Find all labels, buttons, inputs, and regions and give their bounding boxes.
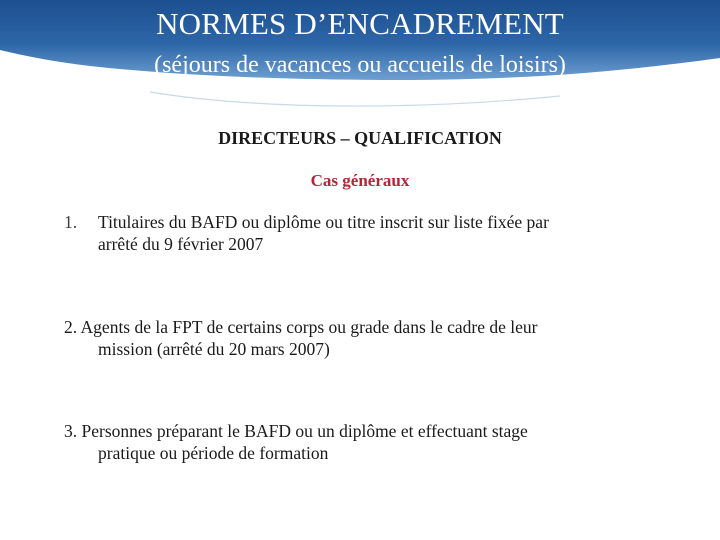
section-heading: DIRECTEURS – QUALIFICATION bbox=[218, 128, 502, 148]
list-item-line: 3. Personnes préparant le BAFD ou un diplôme et effectuant stage bbox=[64, 421, 528, 441]
list-item-line: arrêté du 9 février 2007 bbox=[98, 234, 264, 254]
list-item-line: 2. Agents de la FPT de certains corps ou grade dans le cadre de leur bbox=[64, 317, 538, 337]
list-item-line: mission (arrêté du 20 mars 2007) bbox=[98, 339, 330, 359]
list-item-line: pratique ou période de formation bbox=[98, 443, 329, 463]
list-item-line: Titulaires du BAFD ou diplôme ou titre inscrit sur liste fixée par bbox=[98, 212, 549, 232]
list-item-number: 1. bbox=[64, 212, 78, 232]
slide-title: NORMES D’ENCADREMENT bbox=[156, 6, 564, 41]
slide-subtitle: (séjours de vacances ou accueils de loisirs) bbox=[154, 52, 566, 78]
section-subheading: Cas généraux bbox=[310, 171, 410, 190]
